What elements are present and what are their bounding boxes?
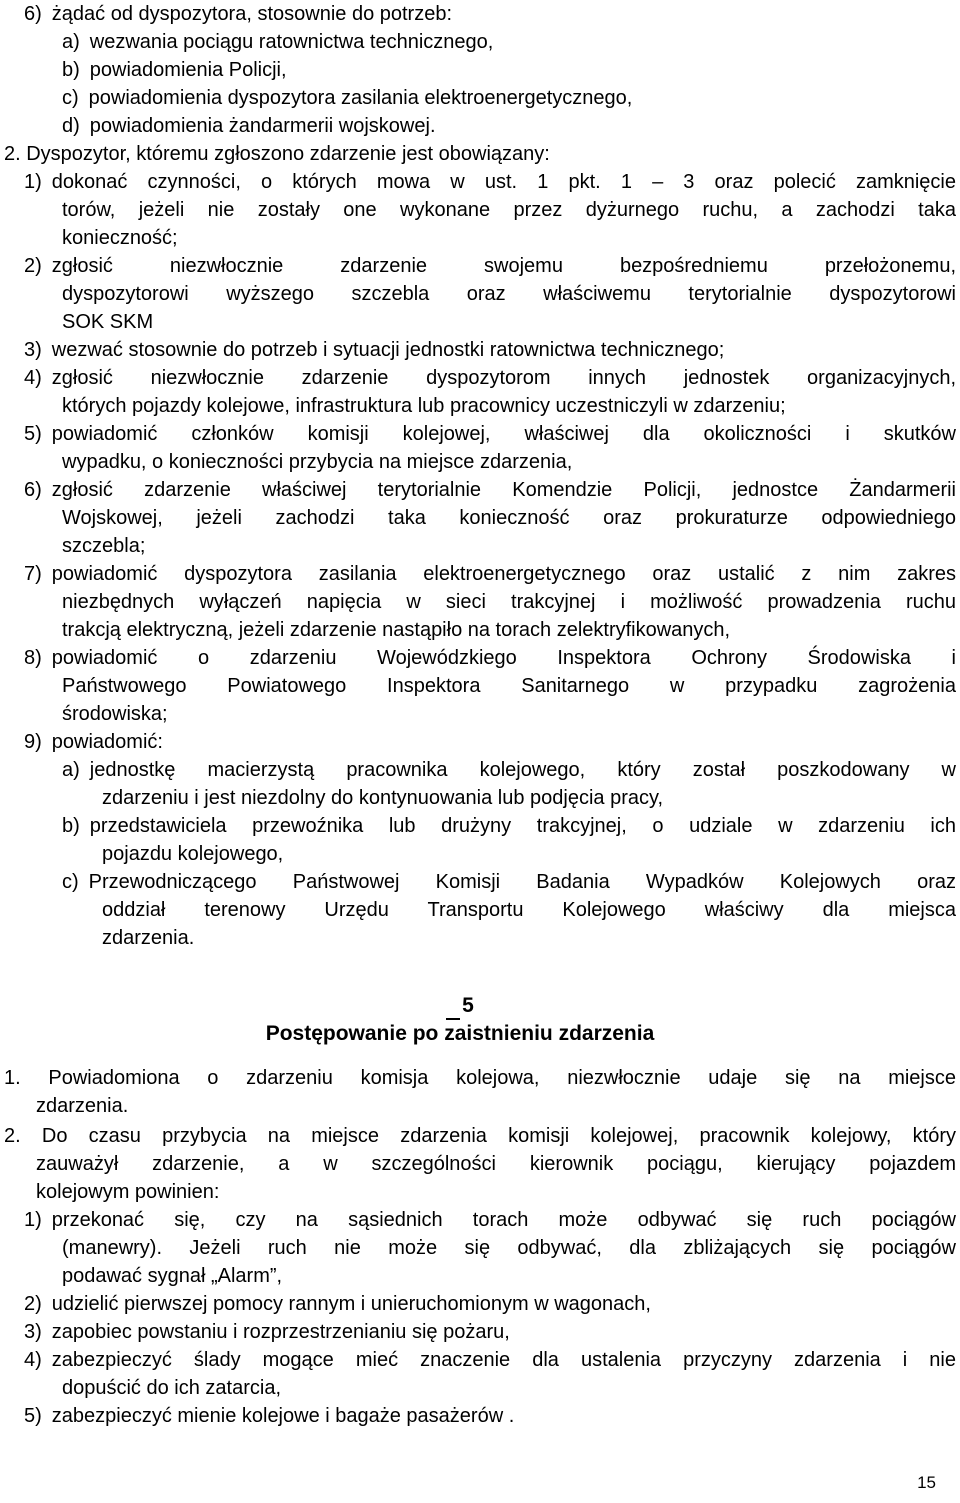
point-2-line2: zauważył zdarzenie, a w szczególności kierownik pociągu, kierujący pojazdem [36,1153,956,1175]
p2-item-1-line2: (manewry). Jeżeli ruch nie może się odbywać, dla zbliżających się pociągów [62,1237,956,1259]
section-number: 5 [462,994,474,1017]
page-number: 15 [917,1472,936,1492]
item-4-line1: 4) zgłosić niezwłocznie zdarzenie dyspozytorom innych jednostek organizacyjnych, [24,367,956,389]
item-8-line1: 8) powiadomić o zdarzeniu Wojewódzkiego Inspektora Ochrony Środowiska i [24,647,956,669]
subitem-d: d) powiadomienia żandarmerii wojskowej. [62,115,436,137]
subitem-c: c) powiadomienia dyspozytora zasilania elektroenergetycznego, [62,87,633,109]
item-2-line2: dyspozytorowi wyższego szczebla oraz właściwemu terytorialnie dyspozytorowi [62,283,956,305]
item-5-line2: wypadku, o konieczności przybycia na miejsce zdarzenia, [62,451,573,473]
item-9b-line1: b) przedstawiciela przewoźnika lub drużyny trakcyjnej, o udziale w zdarzeniu ich [62,815,956,837]
p2-item-5: 5) zabezpieczyć mienie kolejowe i bagaże pasażerów . [24,1405,515,1427]
point-2-line3: kolejowym powinien: [36,1181,220,1203]
item-2-line1: 2) zgłosić niezwłocznie zdarzenie swojemu bezpośredniemu przełożonemu, [24,255,956,277]
p2-item-2: 2) udzielić pierwszej pomocy rannym i unieruchomionym w wagonach, [24,1293,651,1315]
item-9b-line2: pojazdu kolejowego, [102,843,284,865]
item-3: 3) wezwać stosownie do potrzeb i sytuacji jednostki ratownictwa technicznego; [24,339,725,361]
point-1-line2: zdarzenia. [36,1095,129,1117]
item-6: 6) żądać od dyspozytora, stosownie do potrzeb: [24,3,453,25]
item-6b-line1: 6) zgłosić zdarzenie właściwej terytorialnie Komendzie Policji, jednostce Żandarmerii [24,479,956,501]
item-7-line3: trakcją elektryczną, jeżeli zdarzenie nastąpiło na torach zelektryfikowanych, [62,619,731,641]
item-9: 9) powiadomić: [24,731,163,753]
point-1-line1: 1. Powiadomiona o zdarzeniu komisja kolejowa, niezwłocznie udaje się na miejsce [4,1067,956,1089]
p2-item-4-line2: dopuścić do ich zatarcia, [62,1377,282,1399]
item-6b-line3: szczebla; [62,535,146,557]
item-6b-line2: Wojskowej, jeżeli zachodzi taka konieczność oraz prokuraturze odpowiedniego [62,507,956,529]
item-1-line3: konieczność; [62,227,178,249]
p2-item-3: 3) zapobiec powstaniu i rozprzestrzenianiu się pożaru, [24,1321,510,1343]
item-2-line3: SOK SKM [62,311,154,333]
subitem-a: a) wezwania pociągu ratownictwa technicznego, [62,31,494,53]
item-9c-line3: zdarzenia. [102,927,195,949]
p2-item-4-line1: 4) zabezpieczyć ślady mogące mieć znaczenie dla ustalenia przyczyny zdarzenia i nie [24,1349,956,1371]
item-9a-line1: a) jednostkę macierzystą pracownika kolejowego, który został poszkodowany w [62,759,956,781]
item-9c-line1: c) Przewodniczącego Państwowej Komisji Badania Wypadków Kolejowych oraz [62,871,956,893]
section-title: Postępowanie po zaistnieniu zdarzenia [265,1022,655,1045]
item-1-line2: torów, jeżeli nie zostały one wykonane przez dyżurnego ruchu, a zachodzi taka [62,199,956,221]
subitem-b: b) powiadomienia Policji, [62,59,287,81]
item-9c-line2: oddział terenowy Urzędu Transportu Kolejowego właściwy dla miejsca [102,899,956,921]
item-8-line2: Państwowego Powiatowego Inspektora Sanitarnego w przypadku zagrożenia [62,675,956,697]
item-7-line1: 7) powiadomić dyspozytora zasilania elektroenergetycznego oraz ustalić z nim zakres [24,563,956,585]
paragraph-2: 2. Dyspozytor, któremu zgłoszono zdarzenie jest obowiązany: [4,143,550,165]
p2-item-1-line3: podawać sygnał „Alarm”, [62,1265,283,1287]
section-sign-glyph [446,1010,460,1020]
p2-item-1-line1: 1) przekonać się, czy na sąsiednich torach może odbywać się ruch pociągów [24,1209,956,1231]
item-1-line1: 1) dokonać czynności, o których mowa w ust. 1 pkt. 1 – 3 oraz polecić zamknięcie [24,171,956,193]
item-5-line1: 5) powiadomić członków komisji kolejowej, właściwej dla okoliczności i skutków [24,423,956,445]
item-4-line2: których pojazdy kolejowe, infrastruktura lub pracownicy uczestniczyli w zdarzeniu; [62,395,786,417]
item-9a-line2: zdarzeniu i jest niezdolny do kontynuowania lub podjęcia pracy, [102,787,664,809]
item-8-line3: środowiska; [62,703,168,725]
point-2-line1: 2. Do czasu przybycia na miejsce zdarzenia komisji kolejowej, pracownik kolejowy, który [4,1125,956,1147]
section-mark [440,992,480,1020]
item-7-line2: niezbędnych wyłączeń napięcia w sieci trakcyjnej i możliwość prowadzenia ruchu [62,591,956,613]
